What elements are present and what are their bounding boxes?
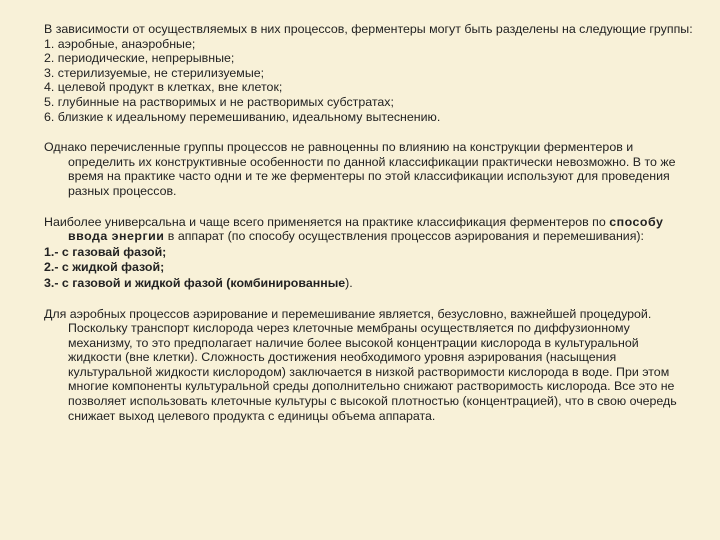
energy-text-before: Наиболее универсальна и чаще всего применяется на практике классификация ферментеров по [44, 214, 610, 229]
list-item: 3. стерилизуемые, не стерилизуемые; [44, 65, 265, 80]
energy-bold-phrase: способу ввода энергии [68, 214, 664, 244]
list-item [44, 260, 694, 275]
equivalence-paragraph: Однако перечисленные группы процессов не равноценны по влиянию на конструкции ферментеров и определить их конструктивные особенности по данной классификации практически невозможно. В то же время на практике часто одни и те же ферментеры по этой классификации используют для проведения разных процессов. [44, 140, 676, 198]
energy-input-paragraph [44, 215, 694, 244]
list-item-rest: ). [345, 275, 353, 290]
list-item: 4. целевой продукт в клетках, вне клеток; [44, 80, 283, 95]
fermenter-types-list [44, 245, 694, 291]
aeration-paragraph: Для аэробных процессов аэрирование и перемешивание является, безусловно, важнейшей процедурой. Поскольку транспорт кислорода через клеточные мембраны осуществляется по диффузионному механизму, то это предполагает наличие более высокой концентрации кислорода в культуральной жидкости (вне клетки). Сложность достижения необходимого уровня аэрирования (насыщения культуральной жидкости кислородом) заключается в низкой растворимости кислорода в воде. При этом многие компоненты культуральной среды дополнительно снижают растворимость кислорода. Все это не позволяет использовать клеточные культуры с высокой плотностью (концентрацией), что в свою очередь снижает выход целевого продукта с единицы объема аппарата. [44, 306, 677, 423]
list-item-bold: 1.- с газовай фазой; [44, 244, 167, 259]
list-item [44, 245, 694, 260]
list-item [44, 276, 694, 291]
list-item-bold: 3.- с газовой и жидкой фазой (комбинированные [44, 275, 346, 290]
list-item-bold: 2.- с жидкой фазой; [44, 260, 165, 275]
list-item: 5. глубинные на растворимых и не растворимых субстратах; [44, 94, 394, 109]
energy-text-after: в аппарат (по способу осуществления процессов аэрирования и перемешивания): [164, 229, 644, 244]
list-item: 1. аэробные, анаэробные; [44, 36, 196, 51]
list-item: 2. периодические, непрерывные; [44, 51, 235, 66]
list-item: 6. близкие к идеальному перемешиванию, идеальному вытеснению. [44, 109, 441, 124]
process-groups-list [44, 37, 694, 125]
classification-intro: В зависимости от осуществляемых в них процессов, ферментеры могут быть разделены на следующие группы: [44, 22, 693, 36]
